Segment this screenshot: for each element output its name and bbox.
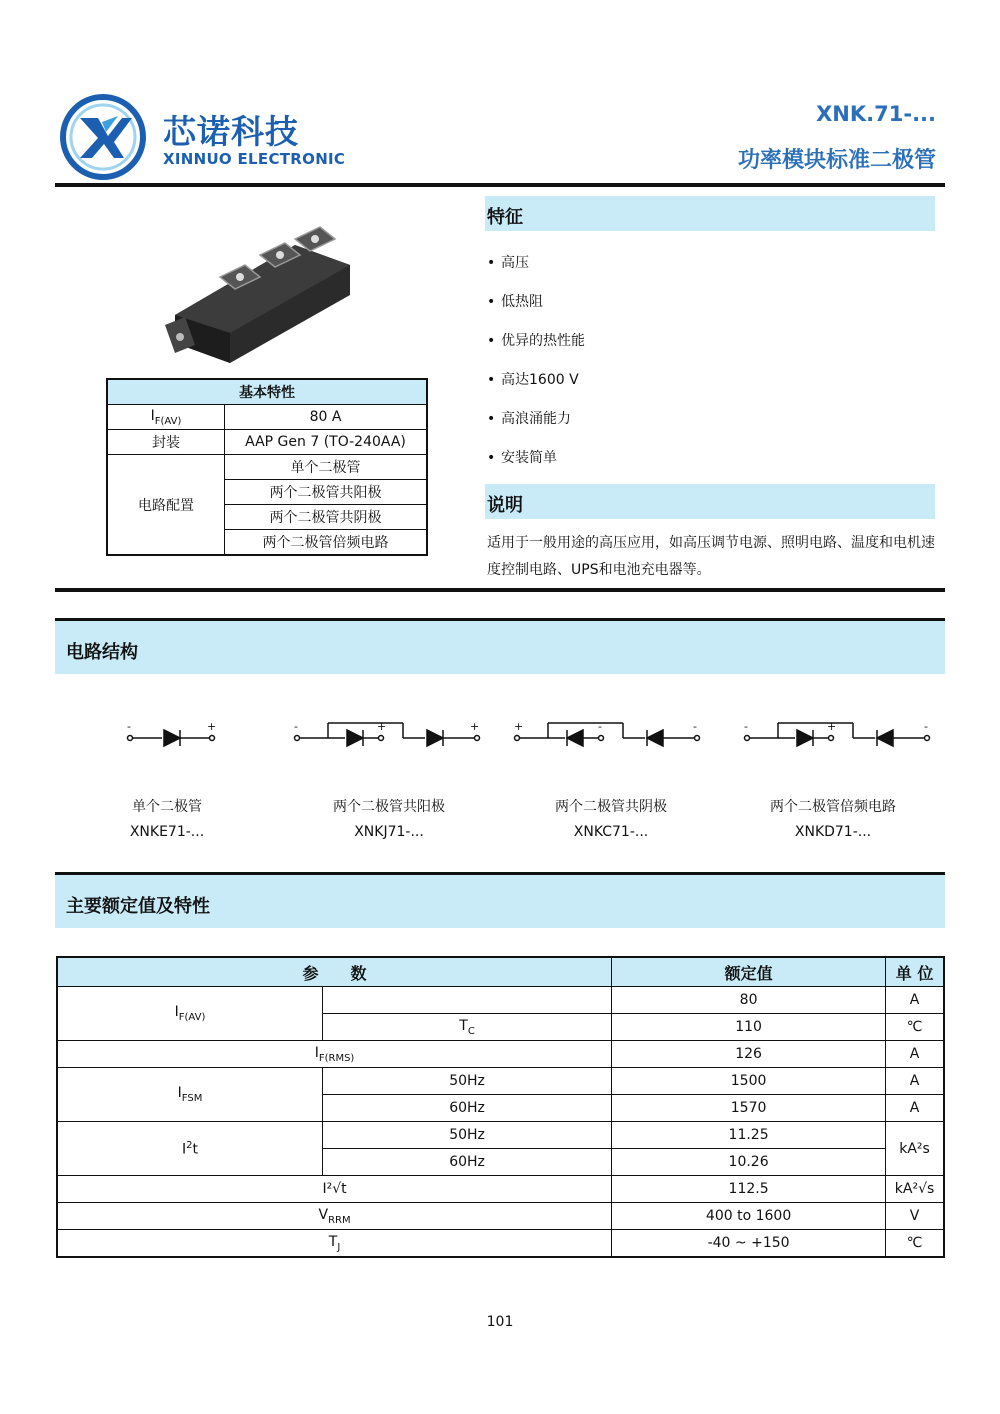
- value-cell: 400 to 1600: [612, 1203, 886, 1230]
- polarity-minus: -: [598, 720, 602, 733]
- product-image: [165, 225, 355, 365]
- polarity-minus: -: [693, 720, 697, 733]
- model-number: XNK.71-...: [816, 102, 936, 126]
- circuit-name: 两个二极管共阳极: [333, 799, 445, 815]
- company-logo: [58, 92, 148, 182]
- table-row: [57, 1176, 944, 1203]
- description-bar: [485, 484, 935, 519]
- package-label: 封装: [107, 430, 225, 455]
- polarity-minus: -: [294, 720, 298, 733]
- value-cell: 1500: [612, 1068, 886, 1095]
- unit-cell: kA²√s: [886, 1176, 944, 1203]
- description-text: 适用于一般用途的高压应用，如高压调节电源、照明电路、温度和电机速度控制电路、UPS和电池充电器等。: [487, 535, 935, 578]
- if-label: $I_{F(AV)}$: [107, 405, 225, 430]
- table-row: [57, 1203, 944, 1230]
- condition-cell: 60Hz: [323, 1149, 612, 1176]
- param-cell: I²√t: [57, 1176, 612, 1203]
- if-value: 80 A: [225, 405, 428, 430]
- col-value-header: 额定值: [612, 957, 886, 987]
- features-bar: [485, 196, 935, 231]
- circuit-diagrams: [120, 718, 940, 758]
- table-row: [57, 987, 944, 1014]
- circuit-name: 两个二极管倍频电路: [770, 799, 896, 815]
- header-rule: [55, 183, 945, 187]
- condition-cell: [323, 987, 612, 1014]
- circuit-code: XNKC71-...: [573, 824, 649, 840]
- unit-cell: ℃: [886, 1014, 944, 1041]
- brand-name-en: XINNUO ELECTRONIC: [163, 150, 346, 168]
- polarity-minus: -: [127, 720, 131, 733]
- polarity-plus: +: [377, 720, 387, 733]
- polarity-plus: +: [470, 720, 480, 733]
- table-row: [57, 1122, 944, 1149]
- feature-item: • 高压: [487, 255, 529, 271]
- condition-cell: $T_C$: [323, 1014, 612, 1041]
- package-value: AAP Gen 7 (TO-240AA): [225, 430, 428, 455]
- feature-item: • 安装简单: [487, 450, 557, 466]
- circuit-name: 两个二极管共阴极: [555, 799, 667, 815]
- feature-item: • 低热阻: [487, 294, 543, 310]
- polarity-plus: +: [514, 720, 524, 733]
- circuit-code: XNKE71-...: [129, 824, 205, 840]
- value-cell: 112.5: [612, 1176, 886, 1203]
- polarity-plus: +: [827, 720, 837, 733]
- value-cell: 126: [612, 1041, 886, 1068]
- circuit-title: 电路结构: [66, 642, 138, 663]
- condition-cell: 60Hz: [323, 1095, 612, 1122]
- product-name: 功率模块标准二极管: [737, 148, 936, 173]
- section-rule: [55, 588, 945, 592]
- basic-characteristics-table: [106, 378, 428, 556]
- param-cell: $I_{F(RMS)}$: [57, 1041, 612, 1068]
- param-cell: $I_{FSM}$: [57, 1068, 323, 1122]
- value-cell: 11.25: [612, 1122, 886, 1149]
- param-cell: $I_{F(AV)}$: [57, 987, 323, 1041]
- table-row: [57, 1230, 944, 1258]
- feature-item: • 优异的热性能: [487, 333, 585, 349]
- condition-cell: 50Hz: [323, 1068, 612, 1095]
- polarity-minus: -: [924, 720, 928, 733]
- unit-cell: A: [886, 1068, 944, 1095]
- diagram-common-anode: [295, 723, 480, 746]
- config-item: 两个二极管共阴极: [225, 505, 428, 530]
- param-cell: $I^2t$: [57, 1122, 323, 1176]
- unit-cell: V: [886, 1203, 944, 1230]
- unit-cell: kA²s: [886, 1122, 944, 1176]
- feature-item: • 高浪涌能力: [487, 411, 571, 427]
- unit-cell: A: [886, 1095, 944, 1122]
- basic-table-title: 基本特性: [107, 379, 427, 405]
- table-row: [57, 1041, 944, 1068]
- polarity-minus: -: [744, 720, 748, 733]
- ratings-table: [56, 956, 945, 1258]
- value-cell: -40 ~ +150: [612, 1230, 886, 1258]
- diagram-doubler: [745, 723, 930, 746]
- brand-name-zh: 芯诺科技: [163, 112, 299, 151]
- diagram-common-cathode: [515, 723, 700, 746]
- circuit-bar: [55, 621, 945, 674]
- description-title: 说明: [487, 495, 523, 516]
- col-unit-header: 单 位: [886, 957, 944, 987]
- diagram-single-diode: [128, 730, 215, 746]
- config-item: 两个二极管共阳极: [225, 480, 428, 505]
- polarity-plus: +: [207, 720, 217, 733]
- value-cell: 1570: [612, 1095, 886, 1122]
- param-cell: $V_{RRM}$: [57, 1203, 612, 1230]
- param-cell: $T_J$: [57, 1230, 612, 1258]
- circuit-code: XNKD71-...: [794, 824, 872, 840]
- unit-cell: ℃: [886, 1230, 944, 1258]
- features-title: 特征: [487, 207, 523, 228]
- table-row: [57, 1068, 944, 1095]
- value-cell: 10.26: [612, 1149, 886, 1176]
- condition-cell: 50Hz: [323, 1122, 612, 1149]
- unit-cell: A: [886, 987, 944, 1014]
- value-cell: 80: [612, 987, 886, 1014]
- circuit-code: XNKJ71-...: [354, 824, 424, 840]
- value-cell: 110: [612, 1014, 886, 1041]
- config-label: 电路配置: [107, 455, 225, 556]
- config-item: 单个二极管: [225, 455, 428, 480]
- unit-cell: A: [886, 1041, 944, 1068]
- feature-item: • 高达1600 V: [487, 372, 579, 388]
- col-param-header: 参 数: [57, 957, 612, 987]
- ratings-title: 主要额定值及特性: [66, 896, 210, 917]
- circuit-name: 单个二极管: [132, 799, 202, 815]
- page-number: 101: [486, 1314, 514, 1330]
- config-item: 两个二极管倍频电路: [225, 530, 428, 556]
